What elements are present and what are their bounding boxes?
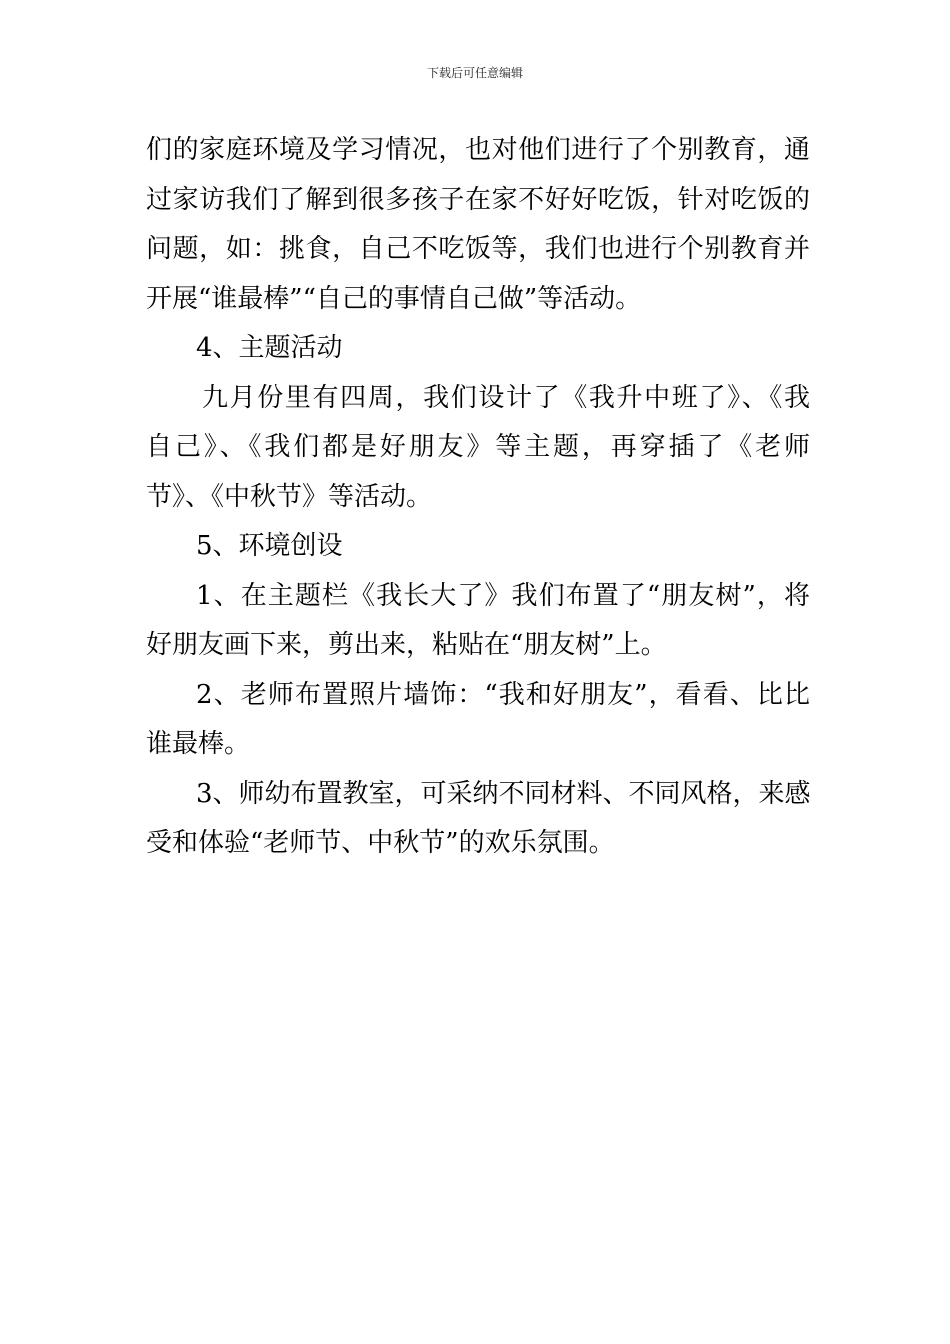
text-line: 开展“谁最棒”“自己的事情自己做”等活动。 — [146, 283, 642, 314]
text-line: 受和体验“老师节、中秋节”的欢乐氛围。 — [146, 828, 615, 858]
list-item-3: 3、师幼布置教室，可采纳不同材料、不同风格，来感 — [196, 778, 811, 809]
text-line: 问题，如：挑食，自己不吃饭等，我们也进行个别教育并 — [146, 234, 810, 264]
text-line: 好朋友画下来，剪出来，粘贴在“朋友树”上。 — [146, 630, 667, 660]
page-header-note: 下载后可任意编辑 — [426, 66, 523, 80]
section-heading-theme-activities: 4、主题活动 — [196, 333, 343, 363]
list-item-2: 2、老师布置照片墙饰：“我和好朋友”，看看、比比 — [196, 679, 810, 710]
text-line: 九月份里有四周，我们设计了《我升中班了》、《我 — [202, 382, 810, 413]
text-line: 节》、《中秋节》等活动。 — [146, 481, 433, 512]
text-line: 们的家庭环境及学习情况，也对他们进行了个别教育，通 — [146, 135, 810, 165]
text-line: 自己》、《我们都是好朋友》等主题，再穿插了《老师 — [146, 432, 810, 462]
list-item-1: 1、在主题栏《我长大了》我们布置了“朋友树”，将 — [196, 580, 810, 611]
text-line: 过家访我们了解到很多孩子在家不好好吃饭，针对吃饭的 — [146, 184, 810, 215]
section-heading-environment: 5、环境创设 — [196, 531, 343, 561]
document-body — [146, 126, 810, 869]
text-line: 谁最棒。 — [146, 729, 251, 759]
